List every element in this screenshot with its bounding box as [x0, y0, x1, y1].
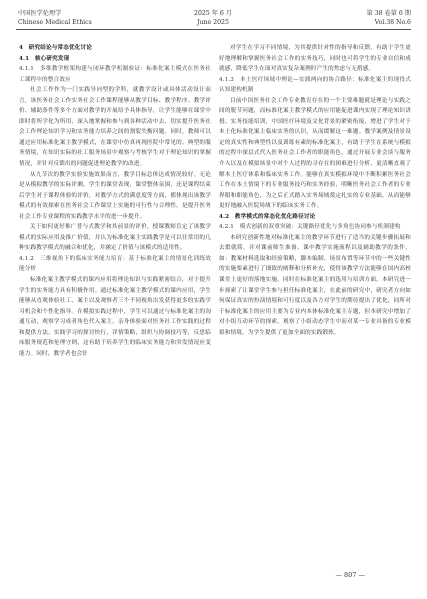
- subsection-heading: 4.2 教学模式的常态化优化路径讨论: [219, 213, 316, 220]
- volume-info-en: Vol.38 No.6: [374, 19, 411, 26]
- journal-title: [18, 9, 92, 27]
- volume-info-cn: 第 38 卷第 6 期: [366, 10, 411, 17]
- header-rule: [16, 29, 411, 30]
- issue-date-cn: 2025 年 6 月: [194, 10, 232, 17]
- body-paragraph: 标准化案主教学模式的课内应用将理论知识与实践紧密结合，对于提升学生的实务能力具有积极作用。通过标准化案主教学模式的课内应用，学生能够从直观体验社工、案主以及观察者三个不同视角出发获得更多的实践学习机会和个性化指导。在模拟实践过程中，学生可以通过与标准化案主的沟通互动，观察学习成者角色代入案主，亲身体验面对医务社工作实践的过程和提供方法。实践学习的探讨快行，详情策略，组织与协调技巧等，反思临床服务规范和伦理守则，这有助于培养学生的临床实务能力和突发情况应变能力。同时，教学者也会针: [19, 277, 211, 357]
- body-paragraph: 目前中国医务社会工作专业教育存在的一个主要难题就是理论与实践之间的脱节问题，而标准化案主教学模式的应用能促进课内实现了理论知识讲授、实务技能培训，中国医疗环境及文化背景的紧密衔接，增进了学生对于本土化标准化案主临床实务的认识，从而缓解这一难题。教学案例及情景设定的真实性和典型性以及训练有素的标准化案主，有助于学生在系统与模拟的过程中深层式代入医务社会工作者的职能角色，通过开展专业会谈与服务介入以及在模拟场景中对个人过程的寻存在的困难进行分析，更清晰直观了解本土医疗体系和临床实务工作。能够在真实模拟环境中不断积累医务社会工作在本土情境下的专业服务技巧和实务经验，明晰医务社会工作者的专业界限和职能角色，为之后正式踏入实务场域奠定扎实的专业基础，从而能够更好地融入医院场域下的临床实务工作。: [219, 97, 411, 210]
- right-text-column: [219, 43, 411, 338]
- body-paragraph: 从九节次的教学实验实施效果而言，教学目标总体达成情况较好。无论是从模拟教学的实际评测，学生的课堂表现，课堂整体氛围，还是课程结束后学生对于课程体验的评价，对教学方式的满意度等方面，都体现出该教学模式的有效探索在医务社会工作课堂上实施的可行性与合理性，是提升医务社会工作专业课程的实践教学水平的进一步提升。: [19, 171, 211, 220]
- subsection-heading: 4.1 核心研究发现: [19, 55, 70, 62]
- journal-title-cn: 中国医学伦理学: [18, 10, 62, 17]
- page-header: [0, 0, 427, 44]
- subsubsection-heading: 4.1.3 本土医疗场域中理论—实践两向的协合路径：标准化案主的现役式认知建构机制: [219, 76, 411, 94]
- body-paragraph: 本研究创新性地对标准化案主的教学环节进行了适当的关键步骤拓展和去繁就简，并对课前师生准备，课中教学实施流程以及辅助教学的条件，如：教案材料选取和经验策略，脚本编制、场景布置等环节中的一些关键性的实施要素进行了细致的阐释和分析补充，使得该教学方法能够在国内高校课堂上更好的落地实施。同时在标准化案主的选用与培训方面，本研究进一步探索了让课堂学生参与担任标准化案主，在此前的研究中，研究者方向如何保证真实的扮演情境和可行度以及各方对学生的期待提出了优化，同所对于标准化案主的应用主要为专业内本体标准化案主专题，但本研究中增加了对小组互动环节的探索，观察了小组动态学生中而对某一专业具备的专业模拟和情境，为学生提供了更加全面的实践锻炼。: [219, 234, 411, 336]
- subsubsection-heading: 4.1.1 多维教学框架构建与闭环教学机制验证：标准化案主模式在医务社工课程中的整合效应: [19, 66, 211, 83]
- issue-date-en: June 2025: [197, 19, 229, 26]
- left-text-column: [19, 43, 211, 359]
- journal-title-en: Chinese Medical Ethics: [18, 19, 92, 26]
- subsubsection-heading: 4.2.1 模式创新的双重突破：关键路径优化与多角色协同参与机制建构: [219, 224, 401, 231]
- body-paragraph: 关于如何更好推广普与式教学和其前景的评价，授课教师肯定了该教学模式的实际应用及推广价值，并认为标准化案主实践教学是可以往常用的几种实践教学模式的融合和优化，并涵定了价值与该模式的适用性。: [19, 224, 211, 252]
- issue-date: [183, 9, 243, 27]
- subsubsection-heading: 4.1.2 三维视角下的临床实务能力培育：基于标准化案主的情景化训练效能分析: [19, 255, 211, 273]
- body-paragraph: 社会工作作为一门实践导向型的学科，就教学设计或具体活动设计而言，该医务社会工作实务社会工作课程能够从教学目标、教学程序、教学评价、辅助条件等多个方面对教学的开展给予具体指导，让学生能够在课堂中即时将所学化为所用，深入地掌握和参与到各种活动中去，切实提升医务社会工作理论知识学习和实务能力培养之间的割裂失衡问题。同时，教师可以通过应用标准化案主教学模式，在课堂中仿真再现医院中常见的、典型的服务情境，在知识实际的社工服务场景中观察与考核学生对于理论知识的掌握情况，并针对反馈出的问题促进理论教学的改进。: [19, 87, 211, 168]
- page-number: — 807 —: [335, 571, 365, 579]
- section-heading: 4 研究结论与常态优化讨论: [19, 45, 92, 51]
- volume-info: [367, 9, 411, 27]
- body-paragraph: 对学生在学习不同情境，为其提供针对性的指导和反馈，有助于学生更好地理解和掌握医务社会工作的实务技巧，同时也可将学生的专业自信和成就感，降低学生在面对真实复杂案例时产生的焦虑与无措感。: [219, 45, 411, 73]
